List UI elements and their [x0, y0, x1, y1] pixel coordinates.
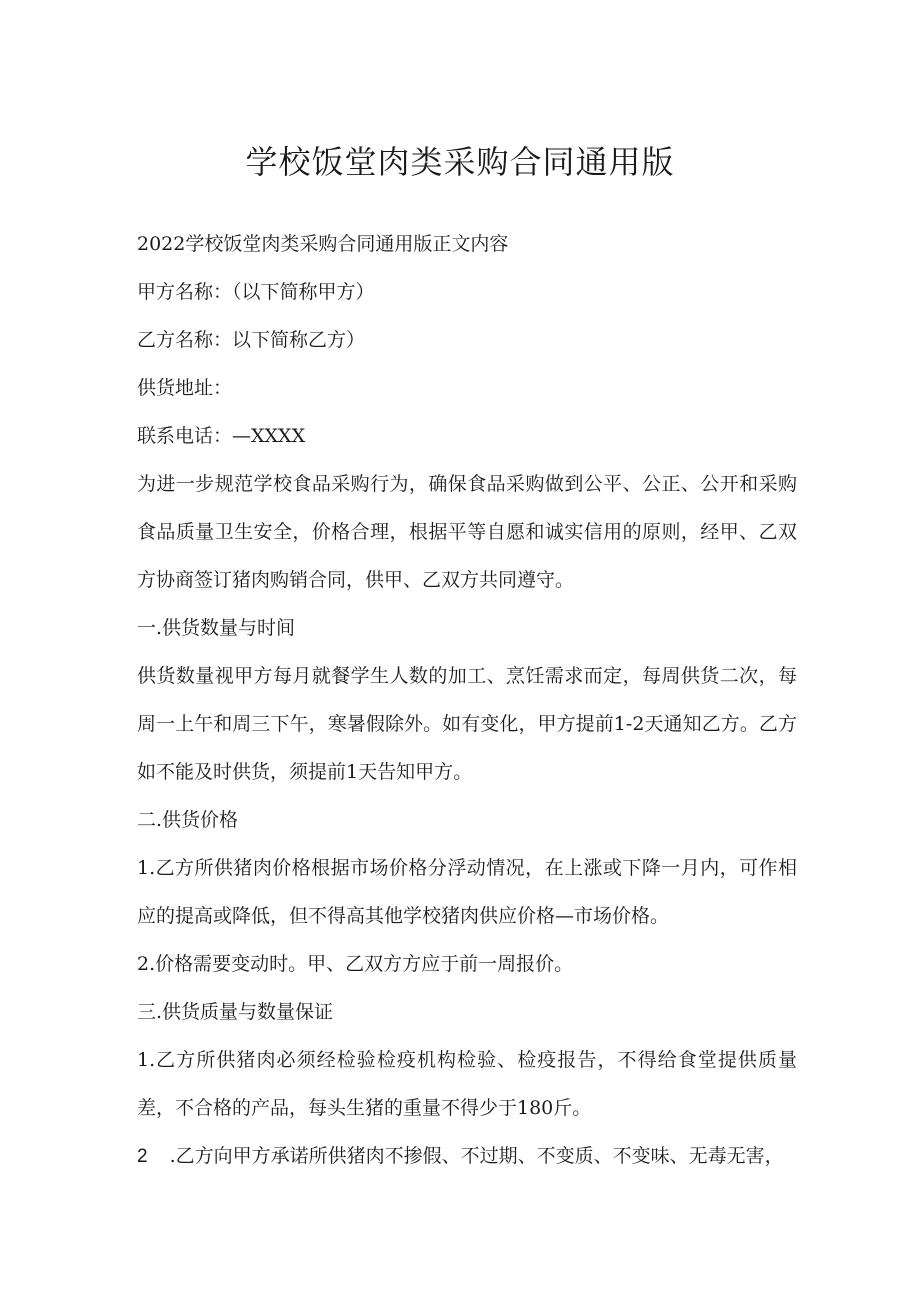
- supply-address-line: 供货地址：: [137, 377, 233, 399]
- section-1-paragraph: 供货数量视甲方每月就餐学生人数的加工、烹饪需求而定，每周供货二次，每周一上午和周三下午，寒暑假除外。如有变化，甲方提前1-2天通知乙方。乙方如不能及时供货，须提前1天告知甲方。: [137, 665, 797, 783]
- item-number: 2: [137, 1146, 148, 1167]
- section-2-item-1: 1.乙方所供猪肉价格根据市场价格分浮动情况，在上涨或下降一月内，可作相应的提高或降低，但不得高其他学校猪肉供应价格—市场价格。: [137, 857, 797, 927]
- section-2-item-2: 2.价格需要变动时。甲、乙双方方应于前一周报价。: [137, 953, 574, 975]
- document-title: 学校饭堂肉类采购合同通用版: [245, 143, 675, 181]
- party-a-line: 甲方名称：（以下简称甲方）: [137, 281, 375, 303]
- party-b-line: 乙方名称：以下简称乙方）: [137, 329, 366, 351]
- contact-phone-line: 联系电话：—XXXX: [137, 425, 306, 447]
- intro-paragraph: 为进一步规范学校食品采购行为，确保食品采购做到公平、公正、公开和采购食品质量卫生安全，价格合理，根据平等自愿和诚实信用的原则，经甲、乙双方协商签订猪肉购销合同，供甲、乙双方共同遵守。: [137, 473, 797, 591]
- section-3-item-2-text: .乙方向甲方承诺所供猪肉不掺假、不过期、不变质、不变味、无毒无害，: [169, 1145, 784, 1167]
- section-3-item-2: [137, 1132, 797, 1181]
- section-1-heading: 一.供货数量与时间: [137, 617, 296, 639]
- subtitle: 2022学校饭堂肉类采购合同通用版正文内容: [137, 233, 509, 255]
- section-3-heading: 三.供货质量与数量保证: [137, 1001, 334, 1023]
- section-2-heading: 二.供货价格: [137, 809, 239, 831]
- section-3-item-1: 1.乙方所供猪肉必须经检验检疫机构检验、检疫报告，不得给食堂提供质量差，不合格的产品，每头生猪的重量不得少于180斤。: [137, 1049, 797, 1119]
